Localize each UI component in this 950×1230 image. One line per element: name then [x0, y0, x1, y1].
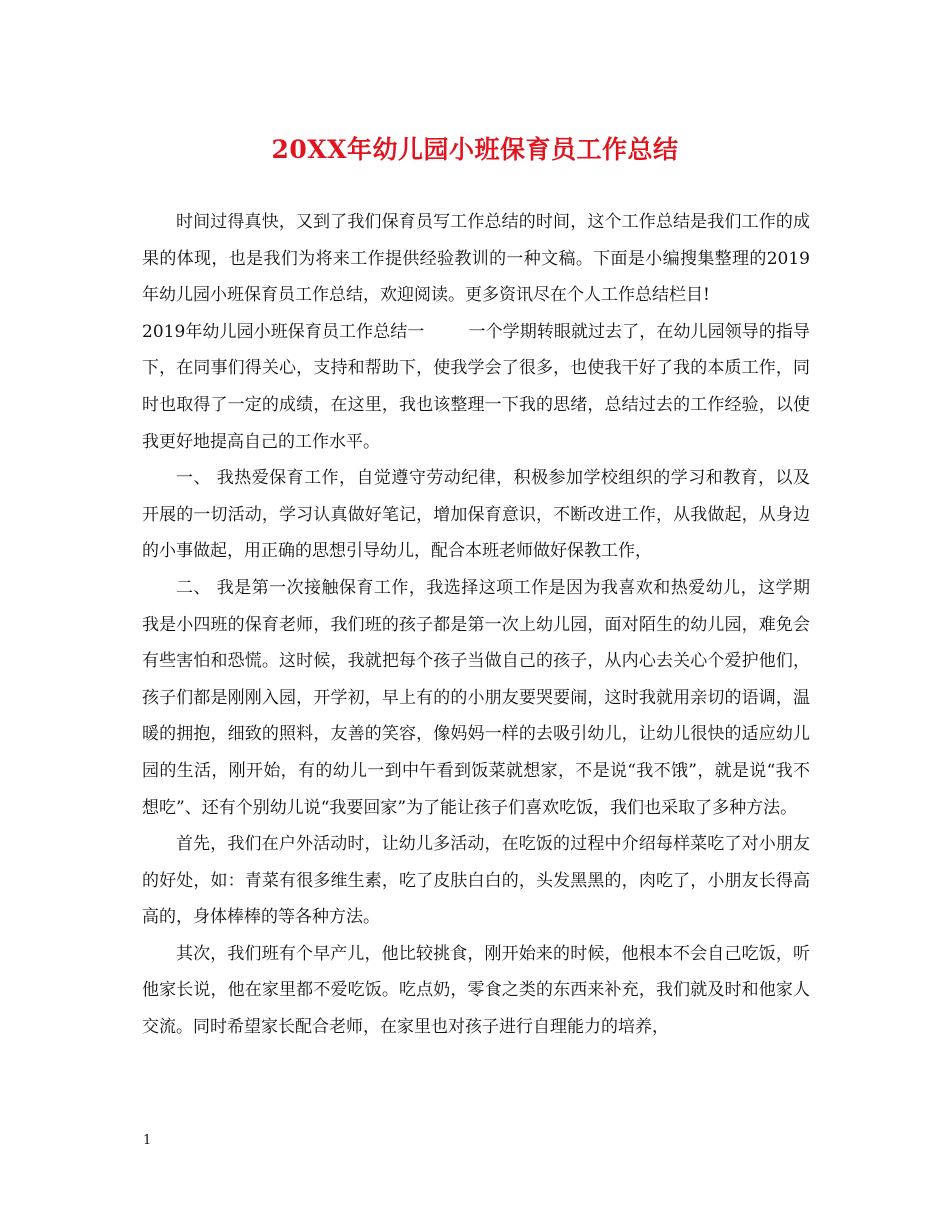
- point-one-paragraph: 一、 我热爱保育工作，自觉遵守劳动纪律，积极参加学校组织的学习和教育，以及开展的一切活动，学习认真做好笔记，增加保育意识，不断改进工作，从我做起，从身边的小事做起，用正确的思想引导幼儿，配合本班老师做好保教工作，: [142, 468, 810, 562]
- point-two-paragraph: 二、 我是第一次接触保育工作，我选择这项工作是因为我喜欢和热爱幼儿，这学期我是小四班的保育老师，我们班的孩子都是第一次上幼儿园，面对陌生的幼儿园，难免会有些害怕和恐慌。这时候，我就把每个孩子当做自己的孩子，从内心去关心个爱护他们，孩子们都是刚刚入园，开学初，早上有的的小朋友要哭要闹，这时我就用亲切的语调，温暖的拥抱，细致的照料，友善的笑容，像妈妈一样的去吸引幼儿，让幼儿很快的适应幼儿园的生活，刚开始，有的幼儿一到中午看到饭菜就想家，不是说“我不饿”，就是说“我不想吃”、还有个别幼儿说“我要回家”为了能让孩子们喜欢吃饭，我们也采取了多种方法。: [142, 577, 810, 818]
- section-body: 一个学期转眼就过去了，在幼儿园领导的指导下，在同事们得关心，支持和帮助下，使我学会了很多，也使我干好了我的本质工作，同时也取得了一定的成绩，在这里，我也该整理一下我的思绪，总结过去的工作经验，以使我更好地提高自己的工作水平。: [142, 321, 810, 452]
- page-number: 1: [143, 1133, 152, 1148]
- second-method-paragraph: 其次，我们班有个早产儿，他比较挑食，刚开始来的时候，他根本不会自己吃饭，听他家长说，他在家里都不爱吃饭。吃点奶，零食之类的东西来补充，我们就及时和他家人交流。同时希望家长配合老师，在家里也对孩子进行自理能力的培养，: [142, 943, 810, 1038]
- intro-paragraph: 时间过得真快，又到了我们保育员写工作总结的时间，这个工作总结是我们工作的成果的体现，也是我们为将来工作提供经验教训的一种文稿。下面是小编搜集整理的2019年幼儿园小班保育员工作总结，欢迎阅读。更多资讯尽在个人工作总结栏目!: [142, 212, 810, 306]
- first-method-paragraph: 首先，我们在户外活动时，让幼儿多活动，在吃饭的过程中介绍每样菜吃了对小朋友的好处，如：青菜有很多维生素，吃了皮肤白白的，头发黑黑的，肉吃了，小朋友长得高高的，身体棒棒的等各种方法。: [142, 834, 810, 928]
- document-body: [142, 204, 810, 1046]
- document-title: 20XX年幼儿园小班保育员工作总结: [271, 135, 679, 164]
- section-heading: 2019年幼儿园小班保育员工作总结一: [142, 321, 425, 342]
- section-paragraph: [142, 314, 810, 460]
